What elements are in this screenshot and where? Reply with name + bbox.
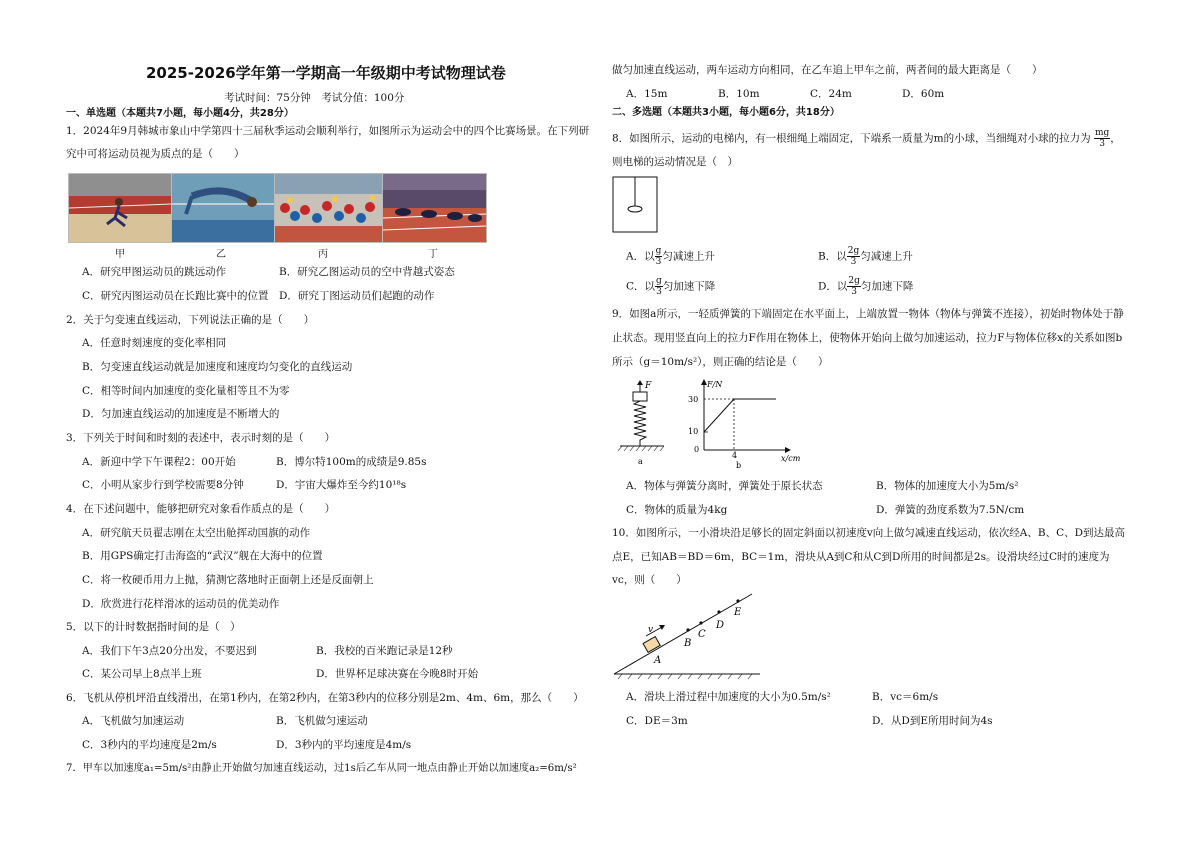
q4-option-c: C．将一枚硬币用力上抛，猜测它落地时正面朝上还是反面朝上 <box>82 574 374 586</box>
q3-option-c: C．小明从家步行到学校需要8分钟 <box>82 479 244 491</box>
q8-option-b: B．以 $\frac{2g}{3}$ 匀减速上升 <box>818 246 913 267</box>
q9-option-b: B．物体的加速度大小为5m/s² <box>876 480 1019 492</box>
q3-option-d: D．宇宙大爆炸至今约10¹⁸s <box>276 479 407 491</box>
q7-stem-line1: 7．甲车以加速度a₁=5m/s²由静止开始做匀加速直线运动，过1s后乙车从同一地点由静止开始以加速度a₂=6m/s² <box>66 763 577 774</box>
caption-bing: 丙 <box>318 249 328 260</box>
q3-option-b: B．博尔特100m的成绩是9.85s <box>276 456 427 468</box>
sprint-start-photo <box>382 173 487 243</box>
point-a-label: A <box>654 655 662 666</box>
x-tick-4: 4 <box>732 451 738 460</box>
q8-tension-fraction: $\frac{mg}{3}$ <box>1094 128 1110 149</box>
long-distance-race-photo <box>274 173 383 243</box>
figure-a-caption: a <box>638 457 643 466</box>
q9-option-c: C．物体的质量为4kg <box>626 504 728 516</box>
q10-option-d: D．从D到E所用时间为4s <box>872 715 993 727</box>
q10-stem-line1: 10．如图所示，一小滑块沿足够长的固定斜面以初速度v向上做匀减速直线运动，依次经A、B、C、D到达最高 <box>612 527 1126 539</box>
q5-option-c: C．某公司早上8点半上班 <box>82 668 202 680</box>
q1-stem-line1: 1．2024年9月韩城市象山中学第四十三届秋季运动会顺利举行，如图所示为运动会中的四个比赛场景。在下列研 <box>66 125 590 137</box>
q1-option-a: A．研究甲图运动员的跳远动作 <box>82 266 227 278</box>
q4-option-b: B．用GPS确定打击海盗的“武汉”舰在大海中的位置 <box>82 550 323 562</box>
q2-option-b: B．匀变速直线运动就是加速度和速度均匀变化的直线运动 <box>82 361 353 373</box>
q5-option-d: D．世界杯足球决赛在今晚8时开始 <box>316 668 479 680</box>
point-e-label: E <box>734 607 742 618</box>
q1-option-d: D．研究丁图运动员们起跑的动作 <box>279 290 435 302</box>
q1-option-c: C．研究丙图运动员在长跑比赛中的位置 <box>82 290 269 302</box>
elevator-figure <box>612 176 660 234</box>
section-multiple-choice: 二、多选题（本题共3小题，每小题6分，共18分） <box>612 107 840 118</box>
q7-option-a: A．15m <box>626 88 668 100</box>
q10-stem-line2: 点E，已知AB＝BD＝6m，BC＝1m，滑块从A到C和从C到D所用的时间都是2s。设滑块经过C时的速度为 <box>612 551 1110 563</box>
caption-ding: 丁 <box>428 249 438 260</box>
incline-figure <box>612 590 762 680</box>
q7-option-d: D．60m <box>902 88 945 100</box>
y-tick-10: 10 <box>688 427 699 436</box>
force-label: F <box>645 381 652 391</box>
q5-option-a: A．我们下午3点20分出发，不要迟到 <box>82 645 257 657</box>
y-axis-label: F/N <box>707 380 723 389</box>
q2-option-c: C．相等时间内加速度的变化量相等且不为零 <box>82 385 290 397</box>
q10-option-c: C．DE＝3m <box>626 715 688 727</box>
q4-option-a: A．研究航天员翟志刚在太空出舱挥动国旗的动作 <box>82 527 311 539</box>
q2-option-a: A．任意时刻速度的变化率相同 <box>82 337 227 349</box>
q8-option-a: A．以 $\frac{g}{3}$ 匀减速上升 <box>626 246 715 267</box>
q7-option-c: C．24m <box>810 88 852 100</box>
q7-stem-line2: 做匀加速直线运动，两车运动方向相同，在乙车追上甲车之前，两者间的最大距离是（ ） <box>612 64 1043 76</box>
q6-option-b: B．飞机做匀速运动 <box>276 715 368 727</box>
y-tick-30: 30 <box>688 395 699 404</box>
spring-force-figure <box>618 378 818 470</box>
long-jump-photo <box>68 173 172 243</box>
q1-stem-line2: 究中可将运动员视为质点的是（ ） <box>66 148 245 160</box>
q9-stem-line2: 止状态。现用竖直向上的拉力F作用在物体上，使物体开始向上做匀加速运动，拉力F与物体位移x的关系如图b <box>612 332 1123 344</box>
section-single-choice: 一、单选题（本题共7小题，每小题4分，共28分） <box>66 108 294 119</box>
q8-option-c: C．以 $\frac{g}{3}$ 匀加速下降 <box>626 276 716 297</box>
point-c-label: C <box>698 629 706 640</box>
q2-option-d: D．匀加速直线运动的加速度是不断增大的 <box>82 408 280 420</box>
q9-stem-line1: 9．如图a所示，一轻质弹簧的下端固定在水平面上，上端放置一物体（物体与弹簧不连接），初始时物体处于静 <box>612 308 1124 320</box>
origin-label: 0 <box>694 445 700 454</box>
q8-option-d: D．以 $\frac{2g}{3}$ 匀加速下降 <box>818 276 914 297</box>
q8-stem-line1: 8．如图所示，运动的电梯内，有一根细绳上端固定，下端系一质量为m的小球，当细绳对小球的拉力为 $\frac{mg}{3}$ ， <box>612 128 1121 149</box>
q4-stem: 4．在下述问题中，能够把研究对象看作质点的是（ ） <box>66 503 336 515</box>
exam-meta: 考试时间：75分钟 考试分值：100分 <box>224 92 405 104</box>
q6-option-a: A．飞机做匀加速运动 <box>82 715 185 727</box>
q2-stem: 2．关于匀变速直线运动，下列说法正确的是（ ） <box>66 314 315 326</box>
q10-stem-line3: vc，则（ ） <box>612 574 687 586</box>
q4-option-d: D．欣赏进行花样滑冰的运动员的优美动作 <box>82 598 280 610</box>
x-axis-label: x/cm <box>781 454 801 463</box>
q10-option-b: B．vc＝6m/s <box>872 691 939 703</box>
q6-option-d: D．3秒内的平均速度是4m/s <box>276 739 412 751</box>
q9-option-d: D．弹簧的劲度系数为7.5N/cm <box>876 504 1025 516</box>
q9-option-a: A．物体与弹簧分离时，弹簧处于原长状态 <box>626 480 823 492</box>
q6-stem: 6．飞机从停机坪沿直线滑出，在第1秒内，在第2秒内，在第3秒内的位移分别是2m、4m、6m，那么（ ） <box>66 692 584 704</box>
q3-option-a: A．新迎中学下午课程2：00开始 <box>82 456 236 468</box>
q8-stem-line2: 则电梯的运动情况是（ ） <box>612 156 738 168</box>
velocity-label: v <box>648 625 654 635</box>
q9-stem-line3: 所示（g＝10m/s²），则正确的结论是（ ） <box>612 356 829 368</box>
q3-stem: 3．下列关于时间和时刻的表述中，表示时刻的是（ ） <box>66 432 336 444</box>
q6-option-c: C．3秒内的平均速度是2m/s <box>82 739 217 751</box>
q5-stem: 5．以下的计时数据指时间的是（ ） <box>66 621 241 633</box>
exam-title: 2025-2026学年第一学期高一年级期中考试物理试卷 <box>146 64 506 82</box>
q10-option-a: A．滑块上滑过程中加速度的大小为0.5m/s² <box>626 691 831 703</box>
high-jump-photo <box>171 173 275 243</box>
q7-option-b: B．10m <box>718 88 760 100</box>
caption-jia: 甲 <box>115 249 125 260</box>
figure-b-caption: b <box>736 461 742 470</box>
q5-option-b: B．我校的百米跑记录是12秒 <box>316 645 453 657</box>
point-d-label: D <box>716 620 725 631</box>
point-b-label: B <box>684 638 692 649</box>
caption-yi: 乙 <box>216 249 226 260</box>
q1-option-b: B．研究乙图运动员的空中背越式姿态 <box>279 266 455 278</box>
